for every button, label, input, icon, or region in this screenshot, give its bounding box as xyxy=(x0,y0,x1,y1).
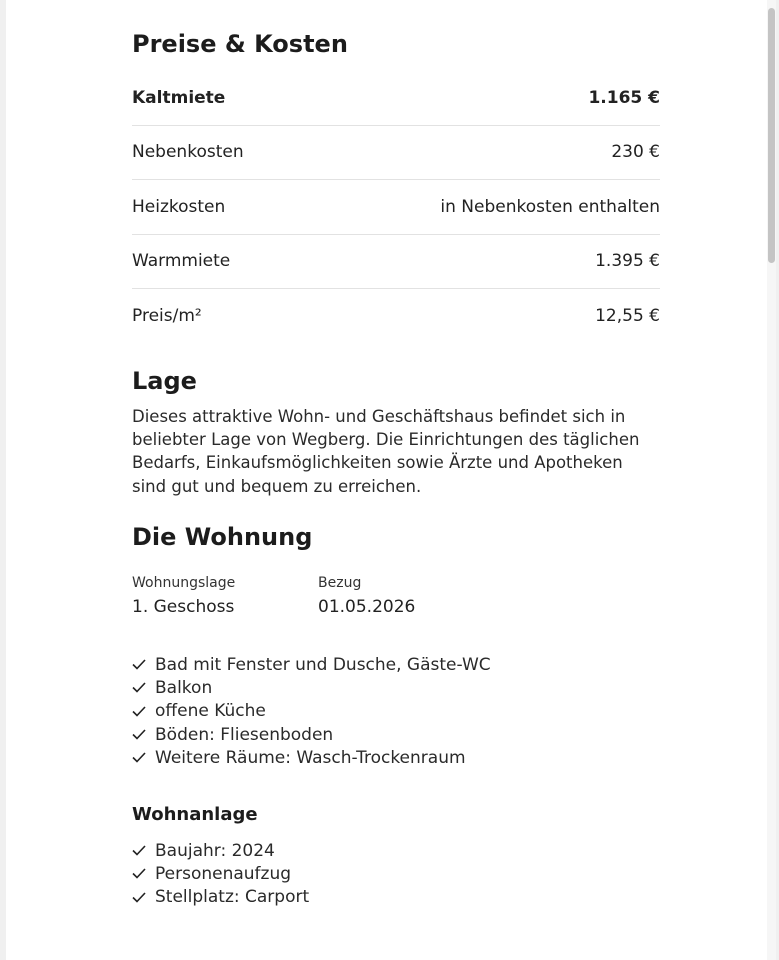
wohnung-title: Die Wohnung xyxy=(132,523,313,551)
price-table xyxy=(132,71,660,344)
fact-value: 01.05.2026 xyxy=(318,597,416,617)
price-label: Kaltmiete xyxy=(132,87,226,108)
list-item xyxy=(132,862,309,885)
fact-bezug xyxy=(318,572,415,620)
fact-wohnungslage xyxy=(132,572,235,620)
price-label: Warmmiete xyxy=(132,251,231,272)
price-label: Heizkosten xyxy=(132,196,226,217)
list-item xyxy=(132,746,491,769)
price-value: 12,55 € xyxy=(595,306,660,327)
list-item xyxy=(132,700,491,723)
check-icon xyxy=(132,682,155,693)
list-item xyxy=(132,653,491,676)
fact-value: 1. Geschoss xyxy=(132,597,235,617)
price-row-preis-qm xyxy=(132,289,660,344)
check-icon xyxy=(132,892,155,903)
price-value: in Nebenkosten enthalten xyxy=(440,196,660,217)
price-label: Nebenkosten xyxy=(132,142,244,163)
price-row-kaltmiete xyxy=(132,71,660,126)
feature-text: Baujahr: 2024 xyxy=(155,840,275,861)
price-row-heizkosten xyxy=(132,180,660,235)
check-icon xyxy=(132,729,155,740)
lage-title: Lage xyxy=(132,367,197,395)
price-value: 1.395 € xyxy=(595,251,660,272)
list-item xyxy=(132,723,491,746)
scroll-thumb[interactable] xyxy=(768,8,775,263)
price-row-nebenkosten xyxy=(132,126,660,181)
wohnanlage-title: Wohnanlage xyxy=(132,804,258,825)
feature-text: Stellplatz: Carport xyxy=(155,887,310,908)
check-icon xyxy=(132,752,155,763)
feature-text: Personenaufzug xyxy=(155,863,292,884)
scrollbar[interactable] xyxy=(767,0,776,960)
fact-label: Bezug xyxy=(318,575,362,591)
feature-text: Bad mit Fenster und Dusche, Gäste-WC xyxy=(155,654,491,675)
lage-description: Dieses attraktive Wohn- und Geschäftshaus befindet sich in beliebter Lage von Wegberg. Die Einrichtungen des täglichen Bedarfs, Einkaufsmöglichkeiten sowie Ärzte und Apotheken sind gut und bequem zu erreichen. xyxy=(132,407,640,496)
feature-text: Weitere Räume: Wasch-Trockenraum xyxy=(155,747,466,768)
page xyxy=(6,0,768,960)
price-value: 230 € xyxy=(611,142,660,163)
price-row-warmmiete xyxy=(132,235,660,290)
building-feature-list xyxy=(132,839,309,909)
check-icon xyxy=(132,659,155,670)
list-item xyxy=(132,886,309,909)
feature-text: Balkon xyxy=(155,677,213,698)
check-icon xyxy=(132,706,155,717)
price-label: Preis/m² xyxy=(132,306,202,327)
feature-text: offene Küche xyxy=(155,701,266,722)
apartment-facts xyxy=(132,572,660,624)
prices-title: Preise & Kosten xyxy=(132,30,348,58)
check-icon xyxy=(132,868,155,879)
list-item xyxy=(132,676,491,699)
feature-text: Böden: Fliesenboden xyxy=(155,724,334,745)
fact-label: Wohnungslage xyxy=(132,575,236,591)
check-icon xyxy=(132,845,155,856)
apartment-feature-list xyxy=(132,653,491,769)
list-item xyxy=(132,839,309,862)
price-value: 1.165 € xyxy=(588,87,660,108)
